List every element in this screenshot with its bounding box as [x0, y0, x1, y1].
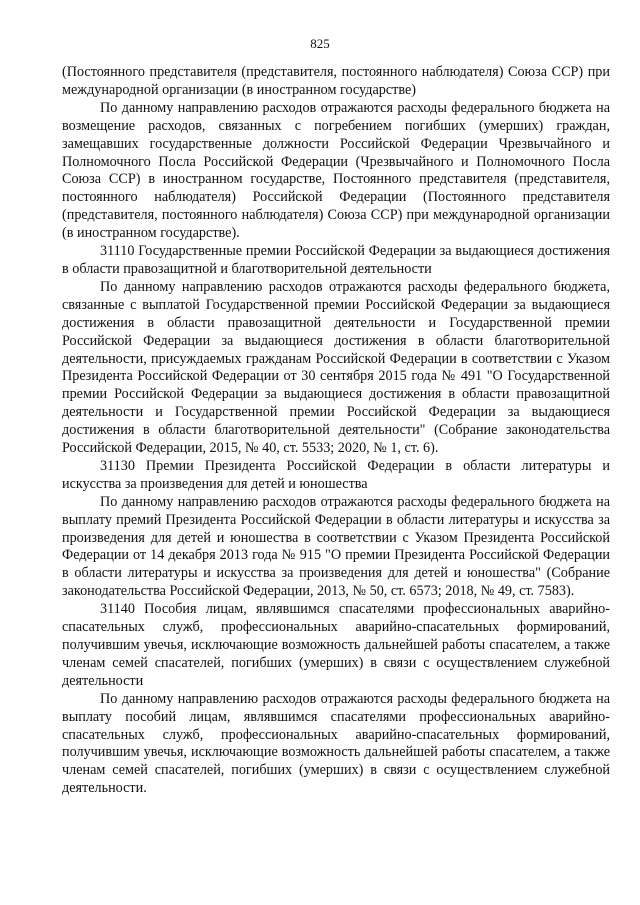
- page-number: 825: [310, 36, 330, 51]
- paragraph-31110-description: По данному направлению расходов отражаются расходы федерального бюджета, связанные с выплатой Государственной премии Российской Федерации за выдающиеся достижения в области правозащитной деятельности и Государственной премии Российской Федерации за выдающиеся достижения в области благотворительной деятельности, присуждаемых гражданам Российской Федерации в соответствии с Указом Президента Российской Федерации от 30 сентября 2015 года № 491 "О Государственной премии Российской Федерации за выдающиеся достижения в области правозащитной деятельности и Государственной премии Российской Федерации за выдающиеся достижения в области благотворительной деятельности" (Собрание законодательства Российской Федерации, 2015, № 40, ст. 5533; 2020, № 1, ст. 6).: [62, 278, 610, 457]
- heading-31110: 31110 Государственные премии Российской Федерации за выдающиеся достижения в области правозащитной и благотворительной деятельности: [62, 243, 610, 277]
- heading-31140: 31140 Пособия лицам, являвшимся спасателями профессиональных аварийно-спасательных служб, профессиональных аварийно-спасательных формирований, получившим увечья, исключающие возможность дальнейшей работы спасателем, а также членам семей спасателей, погибших (умерших) в связи с осуществлением служебной деятельности: [62, 601, 610, 689]
- paragraph-funeral-expenses: По данному направлению расходов отражаются расходы федерального бюджета на возмещение расходов, связанных с погребением погибших (умерших) граждан, замещавших государственные должности Российской Федерации Чрезвычайного и Полномочного Посла Российской Федерации (Чрезвычайного и Полномочного Посла Союза ССР) в иностранном государстве, Постоянного представителя (представителя, постоянного наблюдателя) Российской Федерации (Постоянного представителя (представителя, постоянного наблюдателя) Союза ССР) при международной организации (в иностранном государстве).: [62, 99, 610, 242]
- heading-31130: 31130 Премии Президента Российской Федерации в области литературы и искусства за произведения для детей и юношества: [62, 457, 610, 492]
- document-body: [62, 64, 610, 798]
- paragraph-continuation: (Постоянного представителя (представителя, постоянного наблюдателя) Союза ССР) при международной организации (в иностранном государстве): [62, 64, 610, 98]
- paragraph-31130-description: По данному направлению расходов отражаются расходы федерального бюджета на выплату премий Президента Российской Федерации в области литературы и искусства за произведения для детей и юношества в соответствии с Указом Президента Российской Федерации от 14 декабря 2013 года № 915 "О премии Президента Российской Федерации в области литературы и искусства за произведения для детей и юношества" (Собрание законодательства Российской Федерации, 2013, № 50, ст. 6573; 2018, № 49, ст. 7583).: [62, 493, 610, 600]
- paragraph-31140-description: По данному направлению расходов отражаются расходы федерального бюджета на выплату пособий лицам, являвшимся спасателями профессиональных аварийно-спасательных служб, профессиональных аварийно-спасательных формирований, получившим увечья, исключающие возможность дальнейшей работы спасателем, а также членам семей спасателей, погибших (умерших) в связи с осуществлением служебной деятельности.: [62, 690, 610, 797]
